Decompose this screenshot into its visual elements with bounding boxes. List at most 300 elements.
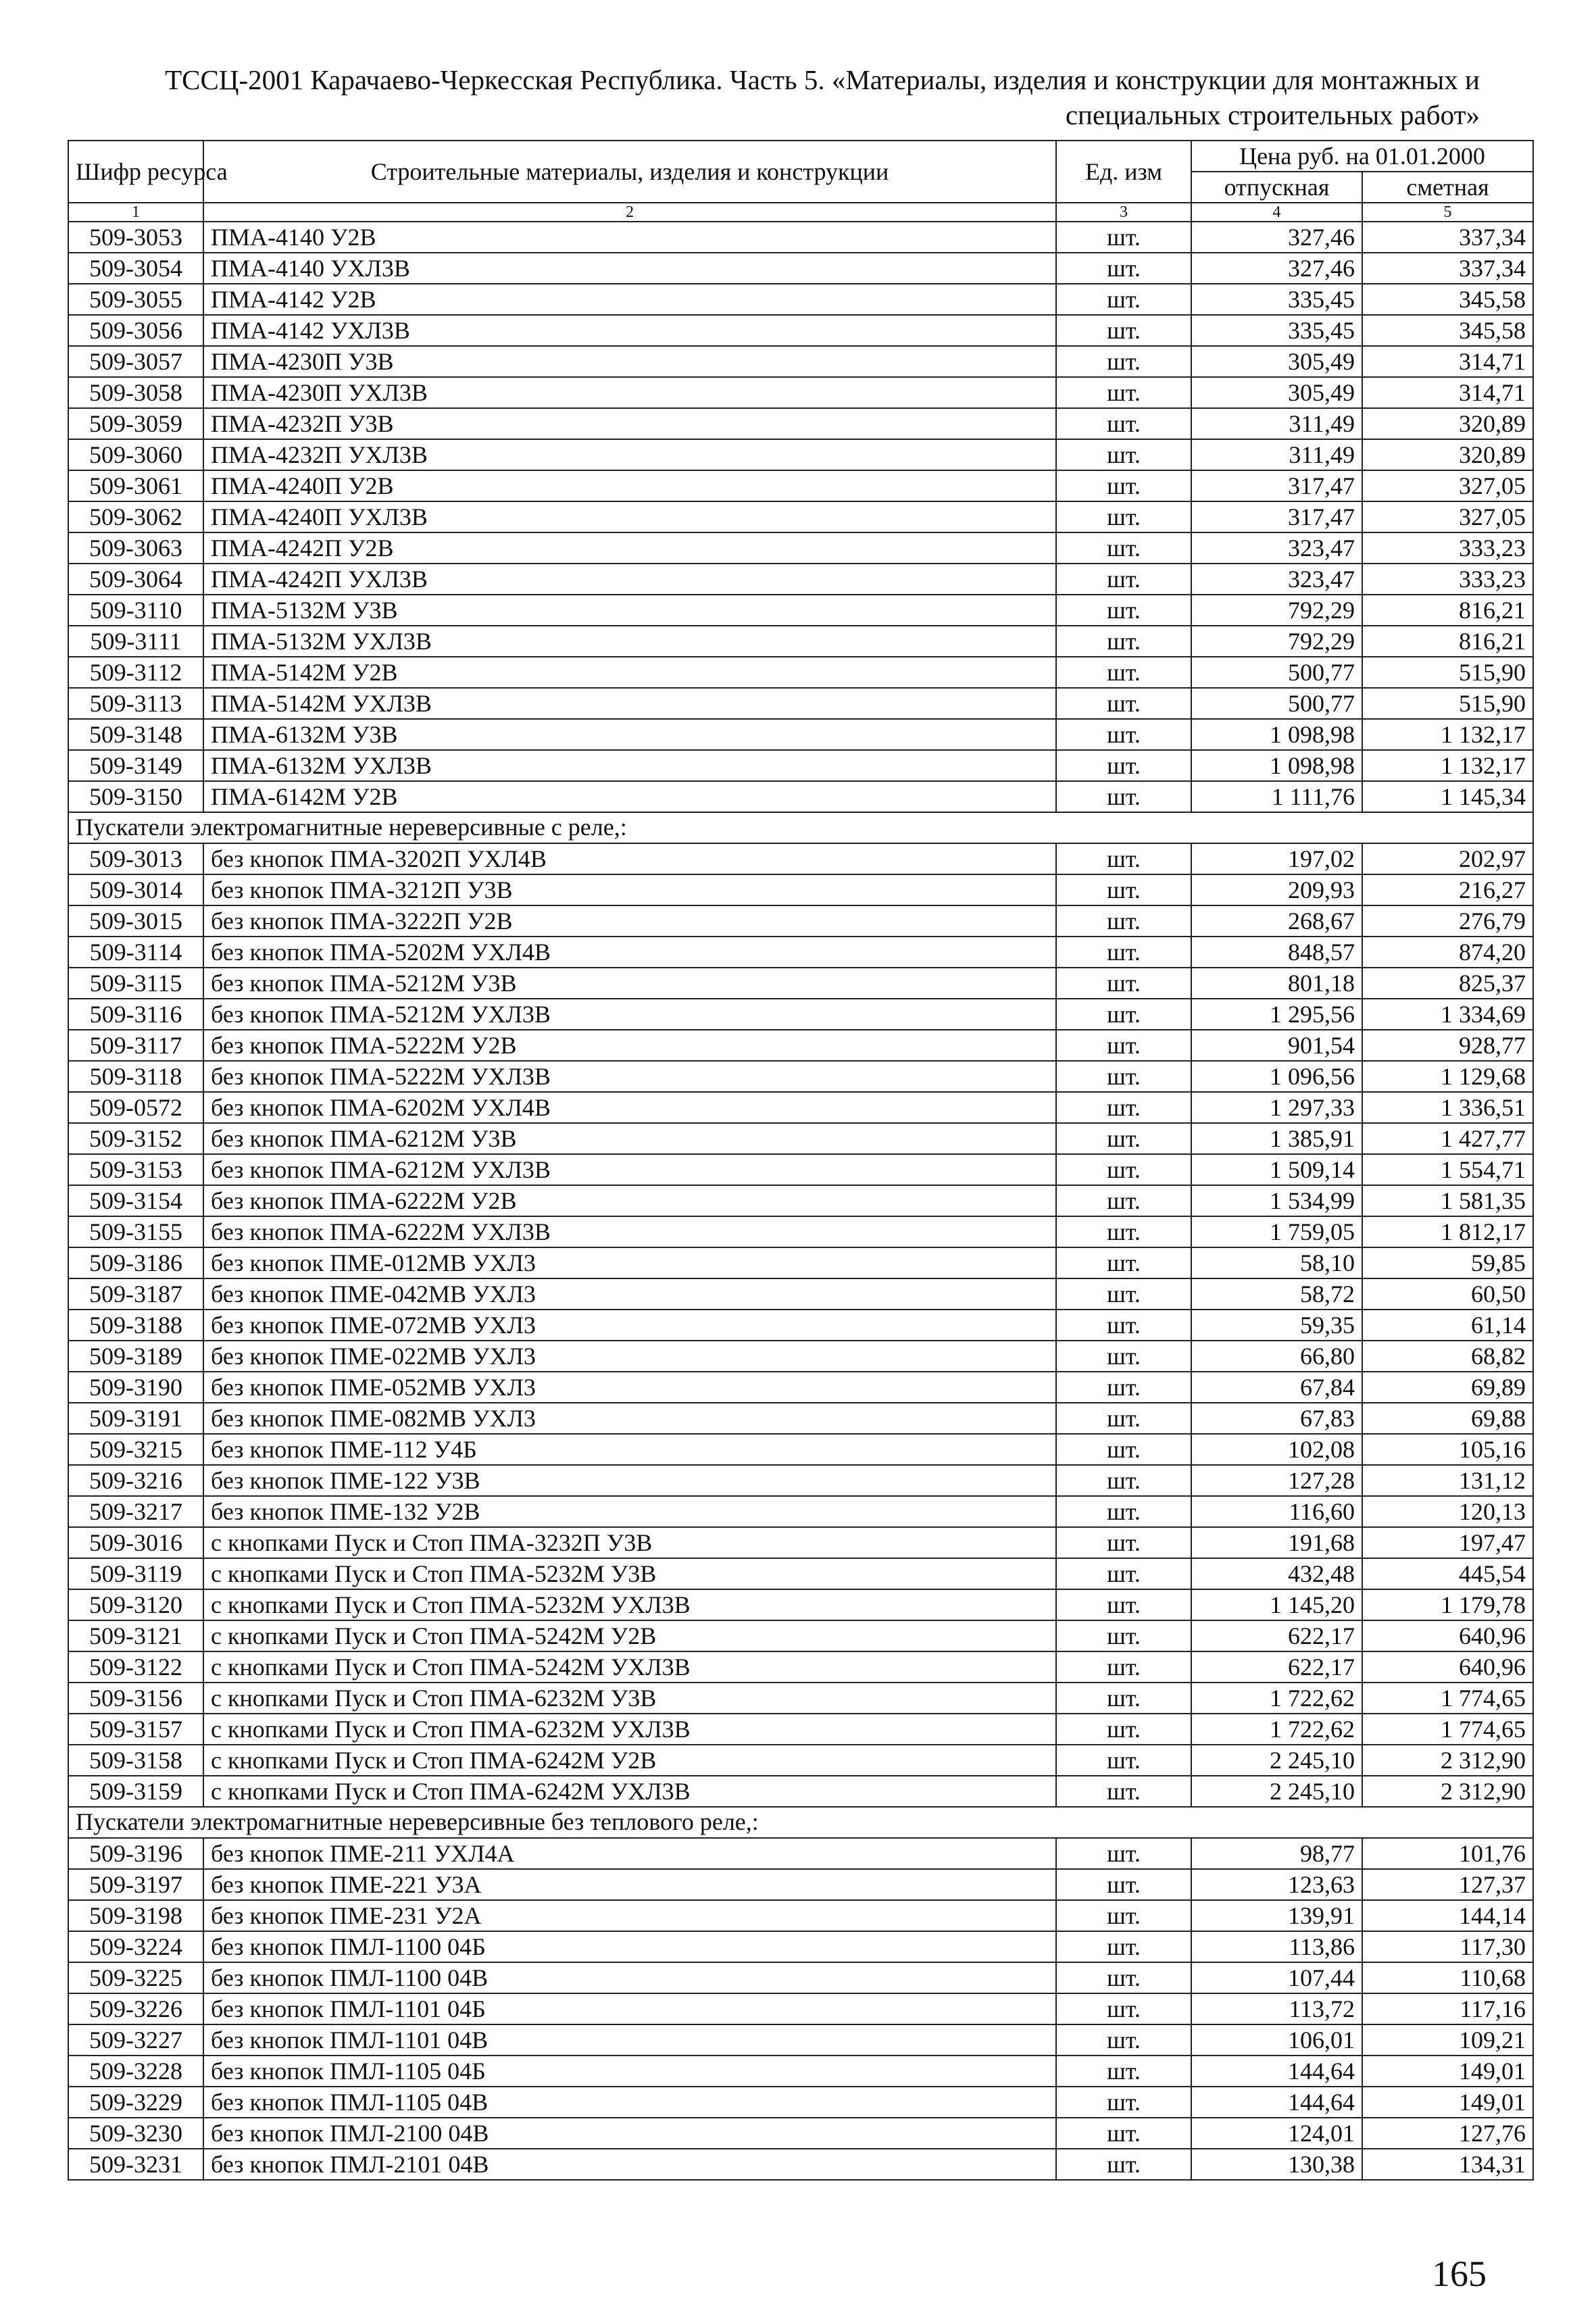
wholesale-price: 123,63 [1191,1869,1362,1900]
material-name: с кнопками Пуск и Стоп ПМА-6232М У3В [203,1683,1056,1714]
estimate-price: 216,27 [1362,874,1533,905]
unit-of-measure: шт. [1056,408,1191,439]
resource-code: 509-3217 [68,1496,203,1527]
material-name: с кнопками Пуск и Стоп ПМА-5232М У3В [203,1558,1056,1589]
header-code: Шифр ресурса [68,141,203,203]
estimate-price: 515,90 [1362,688,1533,719]
wholesale-price: 107,44 [1191,1962,1362,1993]
wholesale-price: 127,28 [1191,1465,1362,1496]
estimate-price: 101,76 [1362,1838,1533,1869]
unit-of-measure: шт. [1056,1154,1191,1185]
resource-code: 509-3063 [68,532,203,564]
resource-code: 509-3228 [68,2056,203,2087]
unit-of-measure: шт. [1056,1620,1191,1651]
resource-code: 509-0572 [68,1092,203,1123]
table-row [68,1714,1533,1745]
wholesale-price: 124,01 [1191,2118,1362,2149]
estimate-price: 117,30 [1362,1931,1533,1962]
material-name: ПМА-5132М УХЛ3В [203,626,1056,657]
estimate-price: 337,34 [1362,253,1533,284]
table-row [68,1651,1533,1683]
resource-code: 509-3055 [68,284,203,315]
table-row [68,1683,1533,1714]
table-row [68,1465,1533,1496]
wholesale-price: 59,35 [1191,1310,1362,1341]
resource-code: 509-3058 [68,377,203,408]
unit-of-measure: шт. [1056,377,1191,408]
material-name: без кнопок ПМА-5212М У3В [203,968,1056,999]
resource-code: 509-3152 [68,1123,203,1154]
resource-code: 509-3060 [68,439,203,470]
material-name: без кнопок ПМА-3222П У2В [203,905,1056,937]
material-name: ПМА-5142М УХЛ3В [203,688,1056,719]
wholesale-price: 1 509,14 [1191,1154,1362,1185]
estimate-price: 1 145,34 [1362,781,1533,812]
table-row [68,781,1533,812]
wholesale-price: 116,60 [1191,1496,1362,1527]
unit-of-measure: шт. [1056,2087,1191,2118]
unit-of-measure: шт. [1056,1683,1191,1714]
price-table [68,140,1534,2181]
table-row [68,1403,1533,1434]
table-row [68,2056,1533,2087]
table-row [68,1030,1533,1061]
estimate-price: 68,82 [1362,1341,1533,1372]
unit-of-measure: шт. [1056,657,1191,688]
estimate-price: 1 179,78 [1362,1589,1533,1620]
estimate-price: 131,12 [1362,1465,1533,1496]
material-name: без кнопок ПМЕ-221 У3А [203,1869,1056,1900]
column-number: 1 [68,203,203,222]
table-row [68,253,1533,284]
table-row [68,1278,1533,1310]
wholesale-price: 1 759,05 [1191,1216,1362,1247]
material-name: ПМА-6132М У3В [203,719,1056,750]
resource-code: 509-3054 [68,253,203,284]
estimate-price: 816,21 [1362,626,1533,657]
table-row [68,905,1533,937]
unit-of-measure: шт. [1056,2118,1191,2149]
estimate-price: 134,31 [1362,2149,1533,2180]
resource-code: 509-3056 [68,315,203,346]
material-name: с кнопками Пуск и Стоп ПМА-3232П У3В [203,1527,1056,1558]
resource-code: 509-3155 [68,1216,203,1247]
material-name: без кнопок ПМЛ-1101 04Б [203,1993,1056,2024]
estimate-price: 1 581,35 [1362,1185,1533,1216]
unit-of-measure: шт. [1056,1341,1191,1372]
resource-code: 509-3227 [68,2024,203,2056]
table-row [68,1745,1533,1776]
unit-of-measure: шт. [1056,222,1191,253]
price-table-body [68,222,1533,2180]
wholesale-price: 130,38 [1191,2149,1362,2180]
unit-of-measure: шт. [1056,470,1191,501]
material-name: с кнопками Пуск и Стоп ПМА-5242М УХЛ3В [203,1651,1056,1683]
estimate-price: 320,89 [1362,408,1533,439]
unit-of-measure: шт. [1056,564,1191,595]
material-name: с кнопками Пуск и Стоп ПМА-6242М У2В [203,1745,1056,1776]
estimate-price: 345,58 [1362,284,1533,315]
table-row [68,1061,1533,1092]
column-number: 2 [203,203,1056,222]
material-name: без кнопок ПМА-5212М УХЛ3В [203,999,1056,1030]
column-number: 5 [1362,203,1533,222]
header-unit: Ед. изм [1056,141,1191,203]
material-name: ПМА-4140 УХЛ3В [203,253,1056,284]
estimate-price: 445,54 [1362,1558,1533,1589]
unit-of-measure: шт. [1056,1838,1191,1869]
material-name: без кнопок ПМА-3202П УХЛ4В [203,843,1056,874]
unit-of-measure: шт. [1056,1776,1191,1807]
unit-of-measure: шт. [1056,1993,1191,2024]
wholesale-price: 901,54 [1191,1030,1362,1061]
material-name: без кнопок ПМЕ-112 У4Б [203,1434,1056,1465]
table-row [68,595,1533,626]
wholesale-price: 792,29 [1191,626,1362,657]
material-name: ПМА-6142М У2В [203,781,1056,812]
section-heading-row [68,812,1533,843]
unit-of-measure: шт. [1056,1278,1191,1310]
table-row [68,1993,1533,2024]
material-name: ПМА-4242П У2В [203,532,1056,564]
wholesale-price: 197,02 [1191,843,1362,874]
material-name: без кнопок ПМЛ-1101 04В [203,2024,1056,2056]
resource-code: 509-3059 [68,408,203,439]
estimate-price: 327,05 [1362,501,1533,532]
estimate-price: 1 812,17 [1362,1216,1533,1247]
material-name: без кнопок ПМА-3212П У3В [203,874,1056,905]
resource-code: 509-3116 [68,999,203,1030]
wholesale-price: 102,08 [1191,1434,1362,1465]
wholesale-price: 268,67 [1191,905,1362,937]
estimate-price: 640,96 [1362,1620,1533,1651]
table-row [68,1496,1533,1527]
table-row [68,315,1533,346]
estimate-price: 110,68 [1362,1962,1533,1993]
wholesale-price: 792,29 [1191,595,1362,626]
wholesale-price: 191,68 [1191,1527,1362,1558]
unit-of-measure: шт. [1056,1123,1191,1154]
estimate-price: 1 334,69 [1362,999,1533,1030]
unit-of-measure: шт. [1056,1030,1191,1061]
unit-of-measure: шт. [1056,1714,1191,1745]
estimate-price: 117,16 [1362,1993,1533,2024]
wholesale-price: 67,83 [1191,1403,1362,1434]
resource-code: 509-3064 [68,564,203,595]
unit-of-measure: шт. [1056,1900,1191,1931]
wholesale-price: 335,45 [1191,315,1362,346]
estimate-price: 1 427,77 [1362,1123,1533,1154]
unit-of-measure: шт. [1056,595,1191,626]
resource-code: 509-3215 [68,1434,203,1465]
unit-of-measure: шт. [1056,1589,1191,1620]
resource-code: 509-3057 [68,346,203,377]
estimate-price: 109,21 [1362,2024,1533,2056]
table-row [68,874,1533,905]
material-name: без кнопок ПМЛ-1100 04В [203,1962,1056,1993]
wholesale-price: 1 722,62 [1191,1714,1362,1745]
resource-code: 509-3117 [68,1030,203,1061]
wholesale-price: 311,49 [1191,408,1362,439]
estimate-price: 149,01 [1362,2087,1533,2118]
estimate-price: 2 312,90 [1362,1776,1533,1807]
unit-of-measure: шт. [1056,688,1191,719]
material-name: с кнопками Пуск и Стоп ПМА-5242М У2В [203,1620,1056,1651]
unit-of-measure: шт. [1056,1962,1191,1993]
estimate-price: 1 132,17 [1362,750,1533,781]
resource-code: 509-3154 [68,1185,203,1216]
material-name: ПМА-5132М У3В [203,595,1056,626]
table-row [68,750,1533,781]
unit-of-measure: шт. [1056,2056,1191,2087]
estimate-price: 640,96 [1362,1651,1533,1683]
resource-code: 509-3156 [68,1683,203,1714]
resource-code: 509-3225 [68,1962,203,1993]
material-name: без кнопок ПМЕ-022МВ УХЛ3 [203,1341,1056,1372]
table-row [68,1776,1533,1807]
resource-code: 509-3118 [68,1061,203,1092]
table-row [68,1620,1533,1651]
section-heading-row [68,1807,1533,1838]
material-name: ПМА-4140 У2В [203,222,1056,253]
section-title: Пускатели электромагнитные нереверсивные без теплового реле,: [68,1807,1533,1838]
estimate-price: 149,01 [1362,2056,1533,2087]
unit-of-measure: шт. [1056,781,1191,812]
estimate-price: 69,88 [1362,1403,1533,1434]
table-row [68,439,1533,470]
resource-code: 509-3061 [68,470,203,501]
document-title [95,62,1480,132]
estimate-price: 314,71 [1362,377,1533,408]
resource-code: 509-3062 [68,501,203,532]
unit-of-measure: шт. [1056,999,1191,1030]
unit-of-measure: шт. [1056,1465,1191,1496]
material-name: с кнопками Пуск и Стоп ПМА-5232М УХЛ3В [203,1589,1056,1620]
material-name: без кнопок ПМА-6212М УХЛ3В [203,1154,1056,1185]
unit-of-measure: шт. [1056,1496,1191,1527]
material-name: без кнопок ПМЕ-122 У3В [203,1465,1056,1496]
wholesale-price: 2 245,10 [1191,1745,1362,1776]
estimate-price: 69,89 [1362,1372,1533,1403]
estimate-price: 1 774,65 [1362,1714,1533,1745]
table-row [68,1900,1533,1931]
unit-of-measure: шт. [1056,874,1191,905]
estimate-price: 276,79 [1362,905,1533,937]
wholesale-price: 1 385,91 [1191,1123,1362,1154]
estimate-price: 333,23 [1362,532,1533,564]
estimate-price: 2 312,90 [1362,1745,1533,1776]
estimate-price: 105,16 [1362,1434,1533,1465]
table-row [68,1216,1533,1247]
table-row [68,564,1533,595]
resource-code: 509-3216 [68,1465,203,1496]
table-row [68,1527,1533,1558]
wholesale-price: 1 295,56 [1191,999,1362,1030]
resource-code: 509-3111 [68,626,203,657]
resource-code: 509-3229 [68,2087,203,2118]
wholesale-price: 323,47 [1191,532,1362,564]
material-name: ПМА-4242П УХЛ3В [203,564,1056,595]
material-name: без кнопок ПМЕ-042МВ УХЛ3 [203,1278,1056,1310]
wholesale-price: 311,49 [1191,439,1362,470]
table-row [68,408,1533,439]
wholesale-price: 66,80 [1191,1341,1362,1372]
material-name: без кнопок ПМЕ-132 У2В [203,1496,1056,1527]
header-price-group: Цена руб. на 01.01.2000 [1191,141,1533,172]
material-name: без кнопок ПМЕ-052МВ УХЛ3 [203,1372,1056,1403]
estimate-price: 1 554,71 [1362,1154,1533,1185]
estimate-price: 1 774,65 [1362,1683,1533,1714]
material-name: без кнопок ПМЛ-2101 04В [203,2149,1056,2180]
estimate-price: 1 132,17 [1362,719,1533,750]
resource-code: 509-3121 [68,1620,203,1651]
unit-of-measure: шт. [1056,626,1191,657]
estimate-price: 825,37 [1362,968,1533,999]
resource-code: 509-3198 [68,1900,203,1931]
unit-of-measure: шт. [1056,1527,1191,1558]
resource-code: 509-3122 [68,1651,203,1683]
unit-of-measure: шт. [1056,1372,1191,1403]
material-name: без кнопок ПМЕ-012МВ УХЛ3 [203,1247,1056,1278]
resource-code: 509-3159 [68,1776,203,1807]
table-row [68,470,1533,501]
table-row [68,719,1533,750]
wholesale-price: 58,72 [1191,1278,1362,1310]
header-name: Строительные материалы, изделия и конструкции [203,141,1056,203]
resource-code: 509-3149 [68,750,203,781]
estimate-price: 928,77 [1362,1030,1533,1061]
estimate-price: 144,14 [1362,1900,1533,1931]
estimate-price: 874,20 [1362,937,1533,968]
resource-code: 509-3153 [68,1154,203,1185]
estimate-price: 61,14 [1362,1310,1533,1341]
table-row [68,1838,1533,1869]
material-name: ПМА-4230П УХЛ3В [203,377,1056,408]
wholesale-price: 432,48 [1191,1558,1362,1589]
material-name: ПМА-5142М У2В [203,657,1056,688]
unit-of-measure: шт. [1056,937,1191,968]
estimate-price: 327,05 [1362,470,1533,501]
resource-code: 509-3148 [68,719,203,750]
unit-of-measure: шт. [1056,1247,1191,1278]
unit-of-measure: шт. [1056,1651,1191,1683]
material-name: ПМА-4240П УХЛ3В [203,501,1056,532]
unit-of-measure: шт. [1056,2149,1191,2180]
estimate-price: 1 129,68 [1362,1061,1533,1092]
table-row [68,626,1533,657]
unit-of-measure: шт. [1056,843,1191,874]
header-estimate-price: сметная [1362,172,1533,203]
table-row [68,2118,1533,2149]
section-title: Пускатели электромагнитные нереверсивные с реле,: [68,812,1533,843]
unit-of-measure: шт. [1056,1745,1191,1776]
wholesale-price: 113,86 [1191,1931,1362,1962]
material-name: без кнопок ПМЕ-072МВ УХЛ3 [203,1310,1056,1341]
wholesale-price: 622,17 [1191,1620,1362,1651]
wholesale-price: 305,49 [1191,346,1362,377]
table-row [68,1185,1533,1216]
resource-code: 509-3110 [68,595,203,626]
table-row [68,1341,1533,1372]
wholesale-price: 1 096,56 [1191,1061,1362,1092]
wholesale-price: 801,18 [1191,968,1362,999]
resource-code: 509-3196 [68,1838,203,1869]
table-row [68,1962,1533,1993]
resource-code: 509-3114 [68,937,203,968]
unit-of-measure: шт. [1056,1185,1191,1216]
wholesale-price: 139,91 [1191,1900,1362,1931]
estimate-price: 127,37 [1362,1869,1533,1900]
unit-of-measure: шт. [1056,346,1191,377]
resource-code: 509-3231 [68,2149,203,2180]
estimate-price: 333,23 [1362,564,1533,595]
material-name: без кнопок ПМЛ-1105 04Б [203,2056,1056,2087]
material-name: без кнопок ПМЕ-231 У2А [203,1900,1056,1931]
table-row [68,1154,1533,1185]
wholesale-price: 106,01 [1191,2024,1362,2056]
wholesale-price: 98,77 [1191,1838,1362,1869]
material-name: без кнопок ПМЛ-1105 04В [203,2087,1056,2118]
material-name: ПМА-4142 УХЛ3В [203,315,1056,346]
estimate-price: 337,34 [1362,222,1533,253]
material-name: без кнопок ПМЕ-211 УХЛ4А [203,1838,1056,1869]
resource-code: 509-3015 [68,905,203,937]
material-name: без кнопок ПМА-5222М У2В [203,1030,1056,1061]
resource-code: 509-3190 [68,1372,203,1403]
table-row [68,1434,1533,1465]
table-row [68,1372,1533,1403]
table-row [68,937,1533,968]
table-row [68,2024,1533,2056]
wholesale-price: 1 098,98 [1191,750,1362,781]
unit-of-measure: шт. [1056,439,1191,470]
unit-of-measure: шт. [1056,1092,1191,1123]
wholesale-price: 500,77 [1191,688,1362,719]
table-row [68,377,1533,408]
unit-of-measure: шт. [1056,315,1191,346]
resource-code: 509-3150 [68,781,203,812]
wholesale-price: 67,84 [1191,1372,1362,1403]
resource-code: 509-3189 [68,1341,203,1372]
material-name: без кнопок ПМА-6222М У2В [203,1185,1056,1216]
table-row [68,2087,1533,2118]
resource-code: 509-3014 [68,874,203,905]
unit-of-measure: шт. [1056,1403,1191,1434]
page-number: 165 [1432,2254,1487,2294]
resource-code: 509-3187 [68,1278,203,1310]
material-name: без кнопок ПМЛ-1100 04Б [203,1931,1056,1962]
wholesale-price: 327,46 [1191,222,1362,253]
unit-of-measure: шт. [1056,253,1191,284]
unit-of-measure: шт. [1056,1216,1191,1247]
resource-code: 509-3053 [68,222,203,253]
wholesale-price: 317,47 [1191,470,1362,501]
material-name: ПМА-6132М УХЛ3В [203,750,1056,781]
resource-code: 509-3013 [68,843,203,874]
table-row [68,1247,1533,1278]
resource-code: 509-3188 [68,1310,203,1341]
table-row [68,222,1533,253]
column-number-row [68,203,1533,222]
resource-code: 509-3226 [68,1993,203,2024]
wholesale-price: 144,64 [1191,2056,1362,2087]
estimate-price: 197,47 [1362,1527,1533,1558]
estimate-price: 120,13 [1362,1496,1533,1527]
unit-of-measure: шт. [1056,1931,1191,1962]
unit-of-measure: шт. [1056,1061,1191,1092]
table-row [68,501,1533,532]
estimate-price: 816,21 [1362,595,1533,626]
